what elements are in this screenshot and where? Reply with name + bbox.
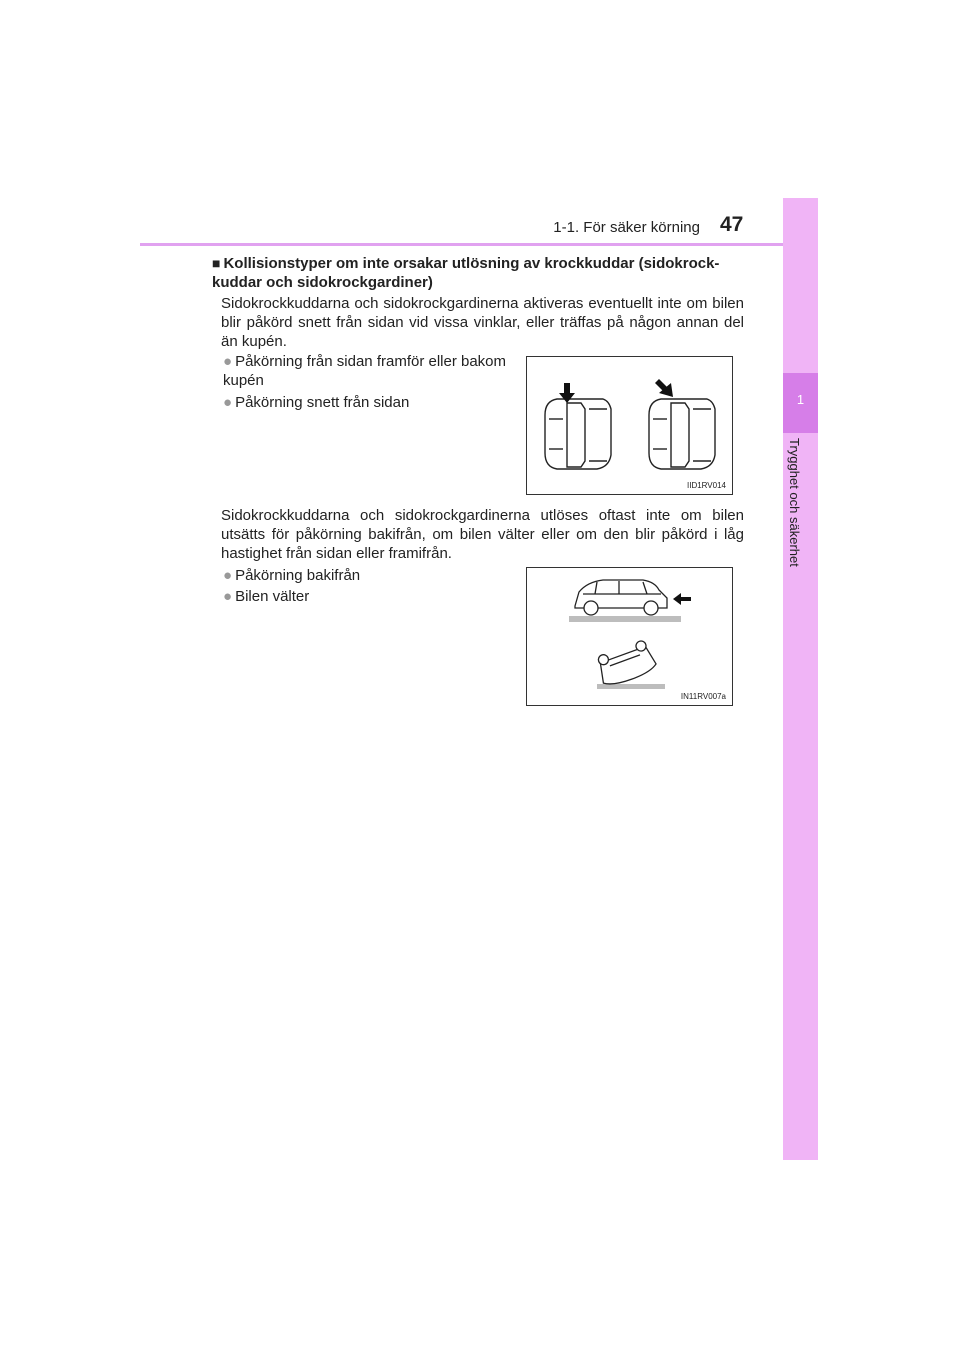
- figure-rear-impact-rollover: [526, 567, 733, 706]
- paragraph-2: Sidokrockkuddarna och sidokrockgardinerna utlöses oftast inte om bilen utsätts för påkörning bakifrån, om bilen välter eller om den blir påkörd i låg hastighet från sidan eller framifrån.: [221, 507, 744, 562]
- arrow-left-icon: [673, 593, 691, 605]
- bullet-icon: ●: [223, 588, 233, 605]
- chapter-side-tab: [783, 198, 818, 1160]
- suv-side-view-icon: [575, 580, 667, 615]
- bullet-icon: ●: [223, 394, 233, 411]
- header-divider: [140, 243, 818, 246]
- list-item-text: Påkörning bakifrån: [235, 567, 361, 584]
- chapter-title: Trygghet och säkerhet: [787, 438, 802, 567]
- section-title: 1-1. För säker körning: [553, 219, 700, 236]
- list-item-text: Bilen välter: [235, 588, 310, 605]
- figure-side-impact: [526, 356, 733, 495]
- bullet-icon: ●: [223, 353, 233, 370]
- ground-icon: [569, 616, 681, 622]
- paragraph-1: Sidokrockkuddarna och sidokrockgardinerna aktiveras eventuellt inte om bilen blir påkörd snett från sidan vid vissa vinklar, eller träffas på någon annan del än kupén.: [221, 295, 744, 350]
- arrow-diagonal-icon: [655, 379, 673, 397]
- page-number: 47: [720, 213, 744, 236]
- list-item: [223, 587, 513, 606]
- list-item: [223, 393, 513, 412]
- list-item-text: Påkörning från sidan framför eller bakom kupén: [223, 353, 507, 389]
- heading-text: Kollisionstyper om inte orsakar utlösning av krockkuddar (sidokrock-kuddar och sidokrockgardiner): [212, 255, 720, 291]
- overturned-car-icon: [594, 639, 658, 689]
- side-impact-illustration: [527, 357, 732, 494]
- list-item: [223, 352, 513, 390]
- rear-impact-rollover-illustration: [527, 568, 732, 705]
- ground-icon: [597, 684, 665, 689]
- list-item-text: Påkörning snett från sidan: [235, 394, 410, 411]
- section-heading: [212, 254, 744, 292]
- car-top-view-icon: [649, 399, 715, 469]
- figure-code: IID1RV014: [687, 481, 726, 490]
- heading-marker: ■: [212, 255, 221, 271]
- chapter-number: 1: [796, 392, 805, 407]
- figure-code: IN11RV007a: [680, 692, 726, 701]
- car-top-view-icon: [545, 399, 611, 469]
- list-item: [223, 566, 513, 585]
- bullet-icon: ●: [223, 567, 233, 584]
